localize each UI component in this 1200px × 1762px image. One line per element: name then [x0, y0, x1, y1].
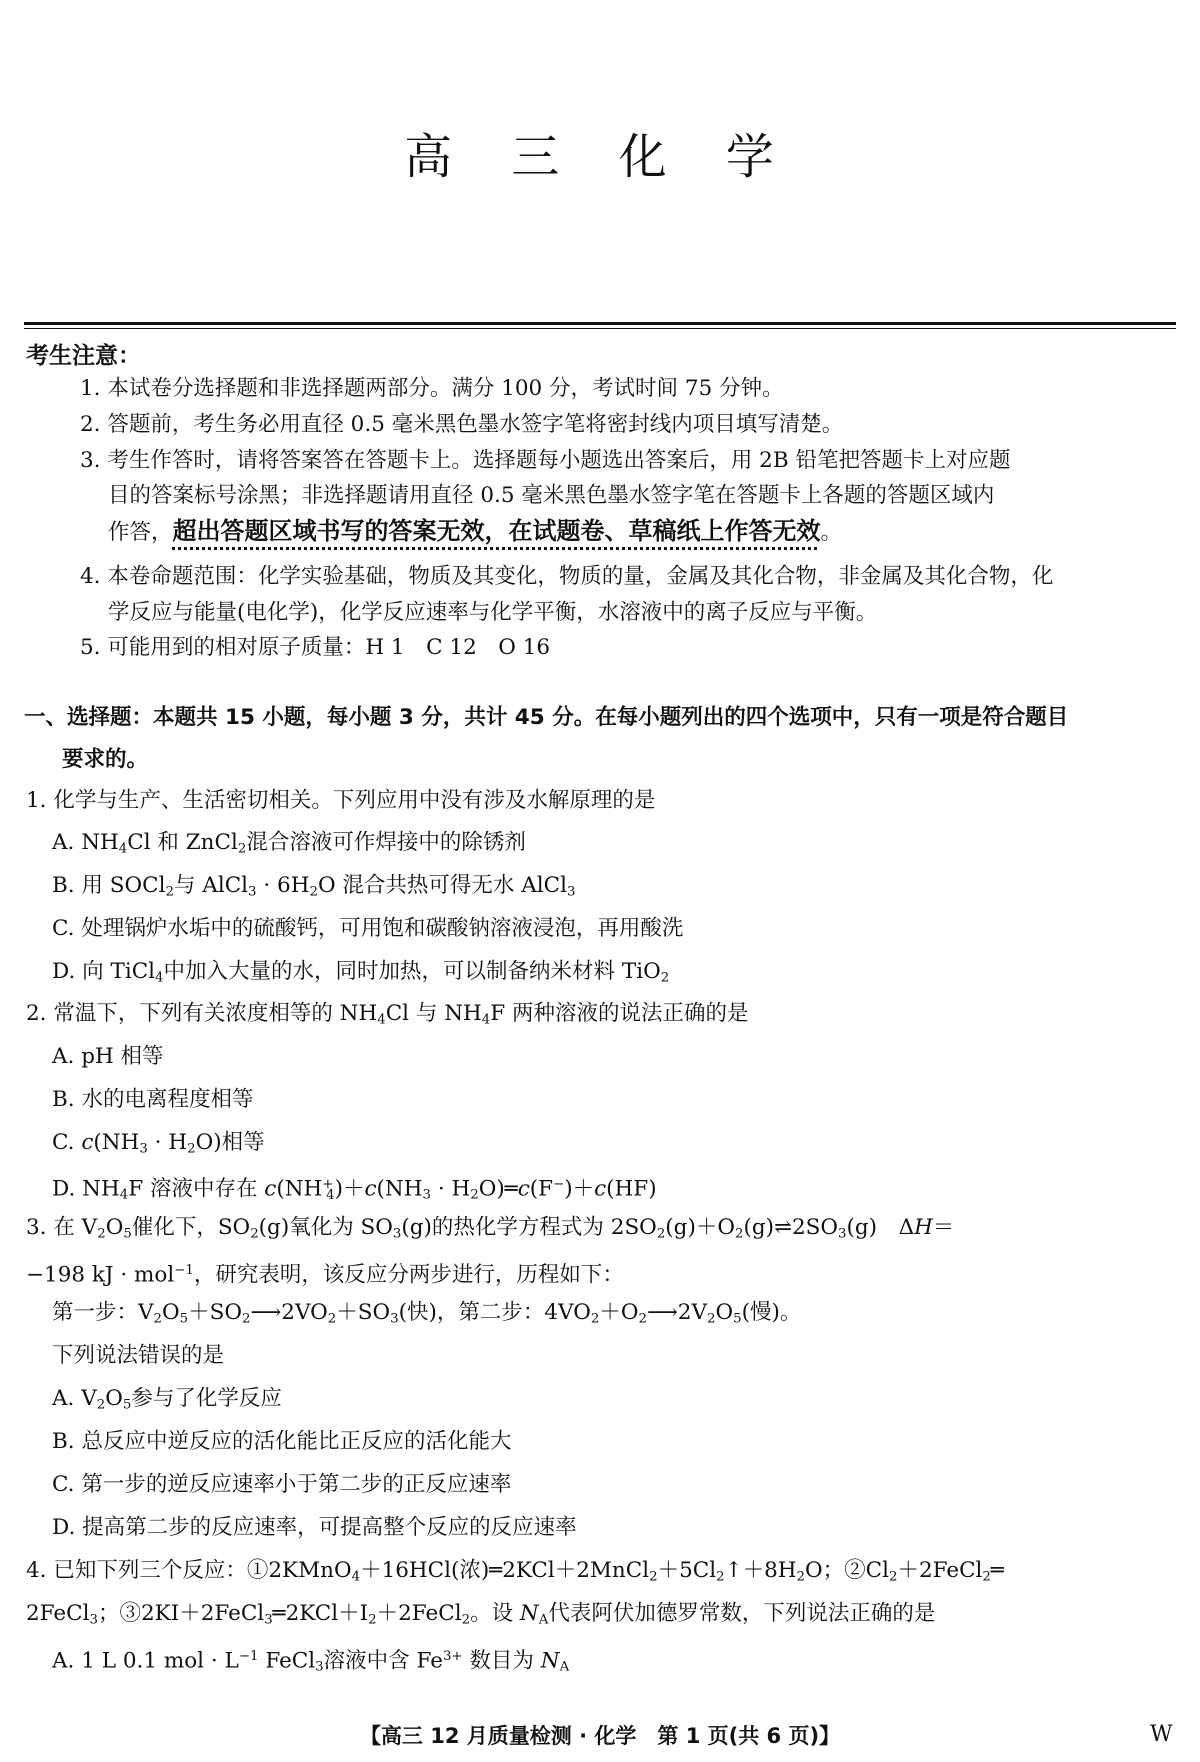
- footer-mark: W: [1150, 1722, 1173, 1747]
- q1-option-c: C. 处理锅炉水垢中的硫酸钙，可用饱和碳酸钠溶液浸泡，再用酸洗: [52, 916, 684, 941]
- notice-item-4-line2: 学反应与能量(电化学)，化学反应速率与化学平衡，水溶液中的离子反应与平衡。: [108, 600, 878, 625]
- notice-item-5: 5. 可能用到的相对原子质量：H 1 C 12 O 16: [80, 635, 551, 660]
- q4-stem-line2: 2FeCl$_3$；$③2KI+2FeCl_3═2KCl+I_2+2FeCl_2$。设 $N_A$代表阿伏加德罗常数，下列说法正确的是: [26, 1601, 936, 1628]
- q2-stem: 2. 常温下，下列有关浓度相等的 $NH_4Cl$ 与 $NH_4F$ 两种溶液的说法正确的是: [26, 1001, 749, 1028]
- q2-option-c: C. $c(NH_3 \cdot H_2O)$相等: [52, 1130, 265, 1157]
- notice-item-3-line1: 3. 考生作答时，请将答案答在答题卡上。选择题每小题选出答案后，用 2B 铅笔把答题卡上对应题: [80, 448, 1011, 473]
- notice-item-2: 2. 答题前，考生务必用直径 0.5 毫米黑色墨水签字笔将密封线内项目填写清楚。: [80, 412, 844, 437]
- section-1-heading: 一、选择题：本题共 15 小题，每小题 3 分，共计 45 分。在每小题列出的四个选项中，只有一项是符合题目: [24, 705, 1069, 730]
- q1-option-d: D. 向 TiCl$_4$中加入大量的水，同时加热，可以制备纳米材料 TiO$_2$: [52, 959, 670, 986]
- q2-option-b: B. 水的电离程度相等: [52, 1087, 254, 1112]
- q4-stem-line1: 4. 已知下列三个反应：①2KMnO$_4$＋16HCl(浓)$═2KCl+2MnCl_2+5Cl_2↑+8H_2O$；$②Cl_2+2FeCl_2═$: [26, 1558, 1004, 1585]
- section-1-heading-cont: 要求的。: [62, 747, 149, 772]
- notice-item-3-post: 。: [820, 520, 843, 545]
- page-footer: 【高三 12 月质量检测 · 化学 第 1 页(共 6 页)】: [359, 1724, 841, 1748]
- notice-item-3-pre: 作答，: [108, 520, 173, 545]
- q2-option-d: D. $NH_4F$ 溶液中存在 $c(NH^+_4)+c(NH_3$ · $H_2O)═c(F^-)+c(HF)$: [52, 1176, 657, 1203]
- notice-item-3-emphasis: 超出答题区域书写的答案无效，在试题卷、草稿纸上作答无效: [172, 517, 821, 545]
- page-title: 高 三 化 学: [404, 129, 796, 185]
- notice-item-4-line1: 4. 本卷命题范围：化学实验基础，物质及其变化，物质的量，金属及其化合物，非金属及其化合物，化: [80, 564, 1054, 589]
- q3-stem-line3: 第一步：$V_2O_5+SO_2⟶2VO_2+SO_3$(快)，第二步：$4VO_2+O_2⟶2V_2O_5$(慢)。: [52, 1300, 802, 1327]
- q2-option-a: A. pH 相等: [52, 1044, 164, 1069]
- q3-stem-line1: 3. 在 $V_2O_5$催化下，$SO_2(g)$氧化为 $SO_3(g)$的热化学方程式为 $2SO_2(g)+O_2(g)\rightleftharpoons 2SO_3(g)$ ΔH＝: [26, 1215, 955, 1242]
- q3-option-d: D. 提高第二步的反应速率，可提高整个反应的反应速率: [52, 1515, 577, 1540]
- notice-item-3-line2: 目的答案标号涂黑；非选择题请用直径 0.5 毫米黑色墨水签字笔在答题卡上各题的答题区域内: [108, 483, 995, 508]
- q3-option-c: C. 第一步的逆反应速率小于第二步的正反应速率: [52, 1472, 512, 1497]
- header-rule-thin: [24, 328, 1176, 329]
- q3-stem-line4: 下列说法错误的是: [52, 1343, 225, 1368]
- notice-heading: 考生注意：: [26, 343, 141, 369]
- q3-option-a: A. $V_2O_5$参与了化学反应: [52, 1386, 282, 1413]
- notice-item-3-line3: [108, 516, 842, 548]
- q1-stem: 1. 化学与生产、生活密切相关。下列应用中没有涉及水解原理的是: [26, 788, 656, 813]
- q4-option-a: A. 1 L 0.1 mol · $L^{-1}$ FeCl$_3$溶液中含 $Fe^{3+}$ 数目为 $N_A$: [52, 1648, 570, 1675]
- q3-option-b: B. 总反应中逆反应的活化能比正反应的活化能大: [52, 1429, 512, 1454]
- q3-stem-line2: −198 kJ · mol$^{-1}$，研究表明，该反应分两步进行，历程如下：: [26, 1262, 624, 1288]
- q1-option-b: B. 用 SOCl$_2$与 AlCl$_3$ · $6H_2O$ 混合共热可得无水 AlCl$_3$: [52, 873, 576, 900]
- header-rule-thick: [24, 322, 1176, 325]
- q1-option-a: A. $NH_4Cl$ 和 ZnCl$_2$混合溶液可作焊接中的除锈剂: [52, 830, 526, 857]
- notice-item-1: 1. 本试卷分选择题和非选择题两部分。满分 100 分，考试时间 75 分钟。: [80, 376, 784, 401]
